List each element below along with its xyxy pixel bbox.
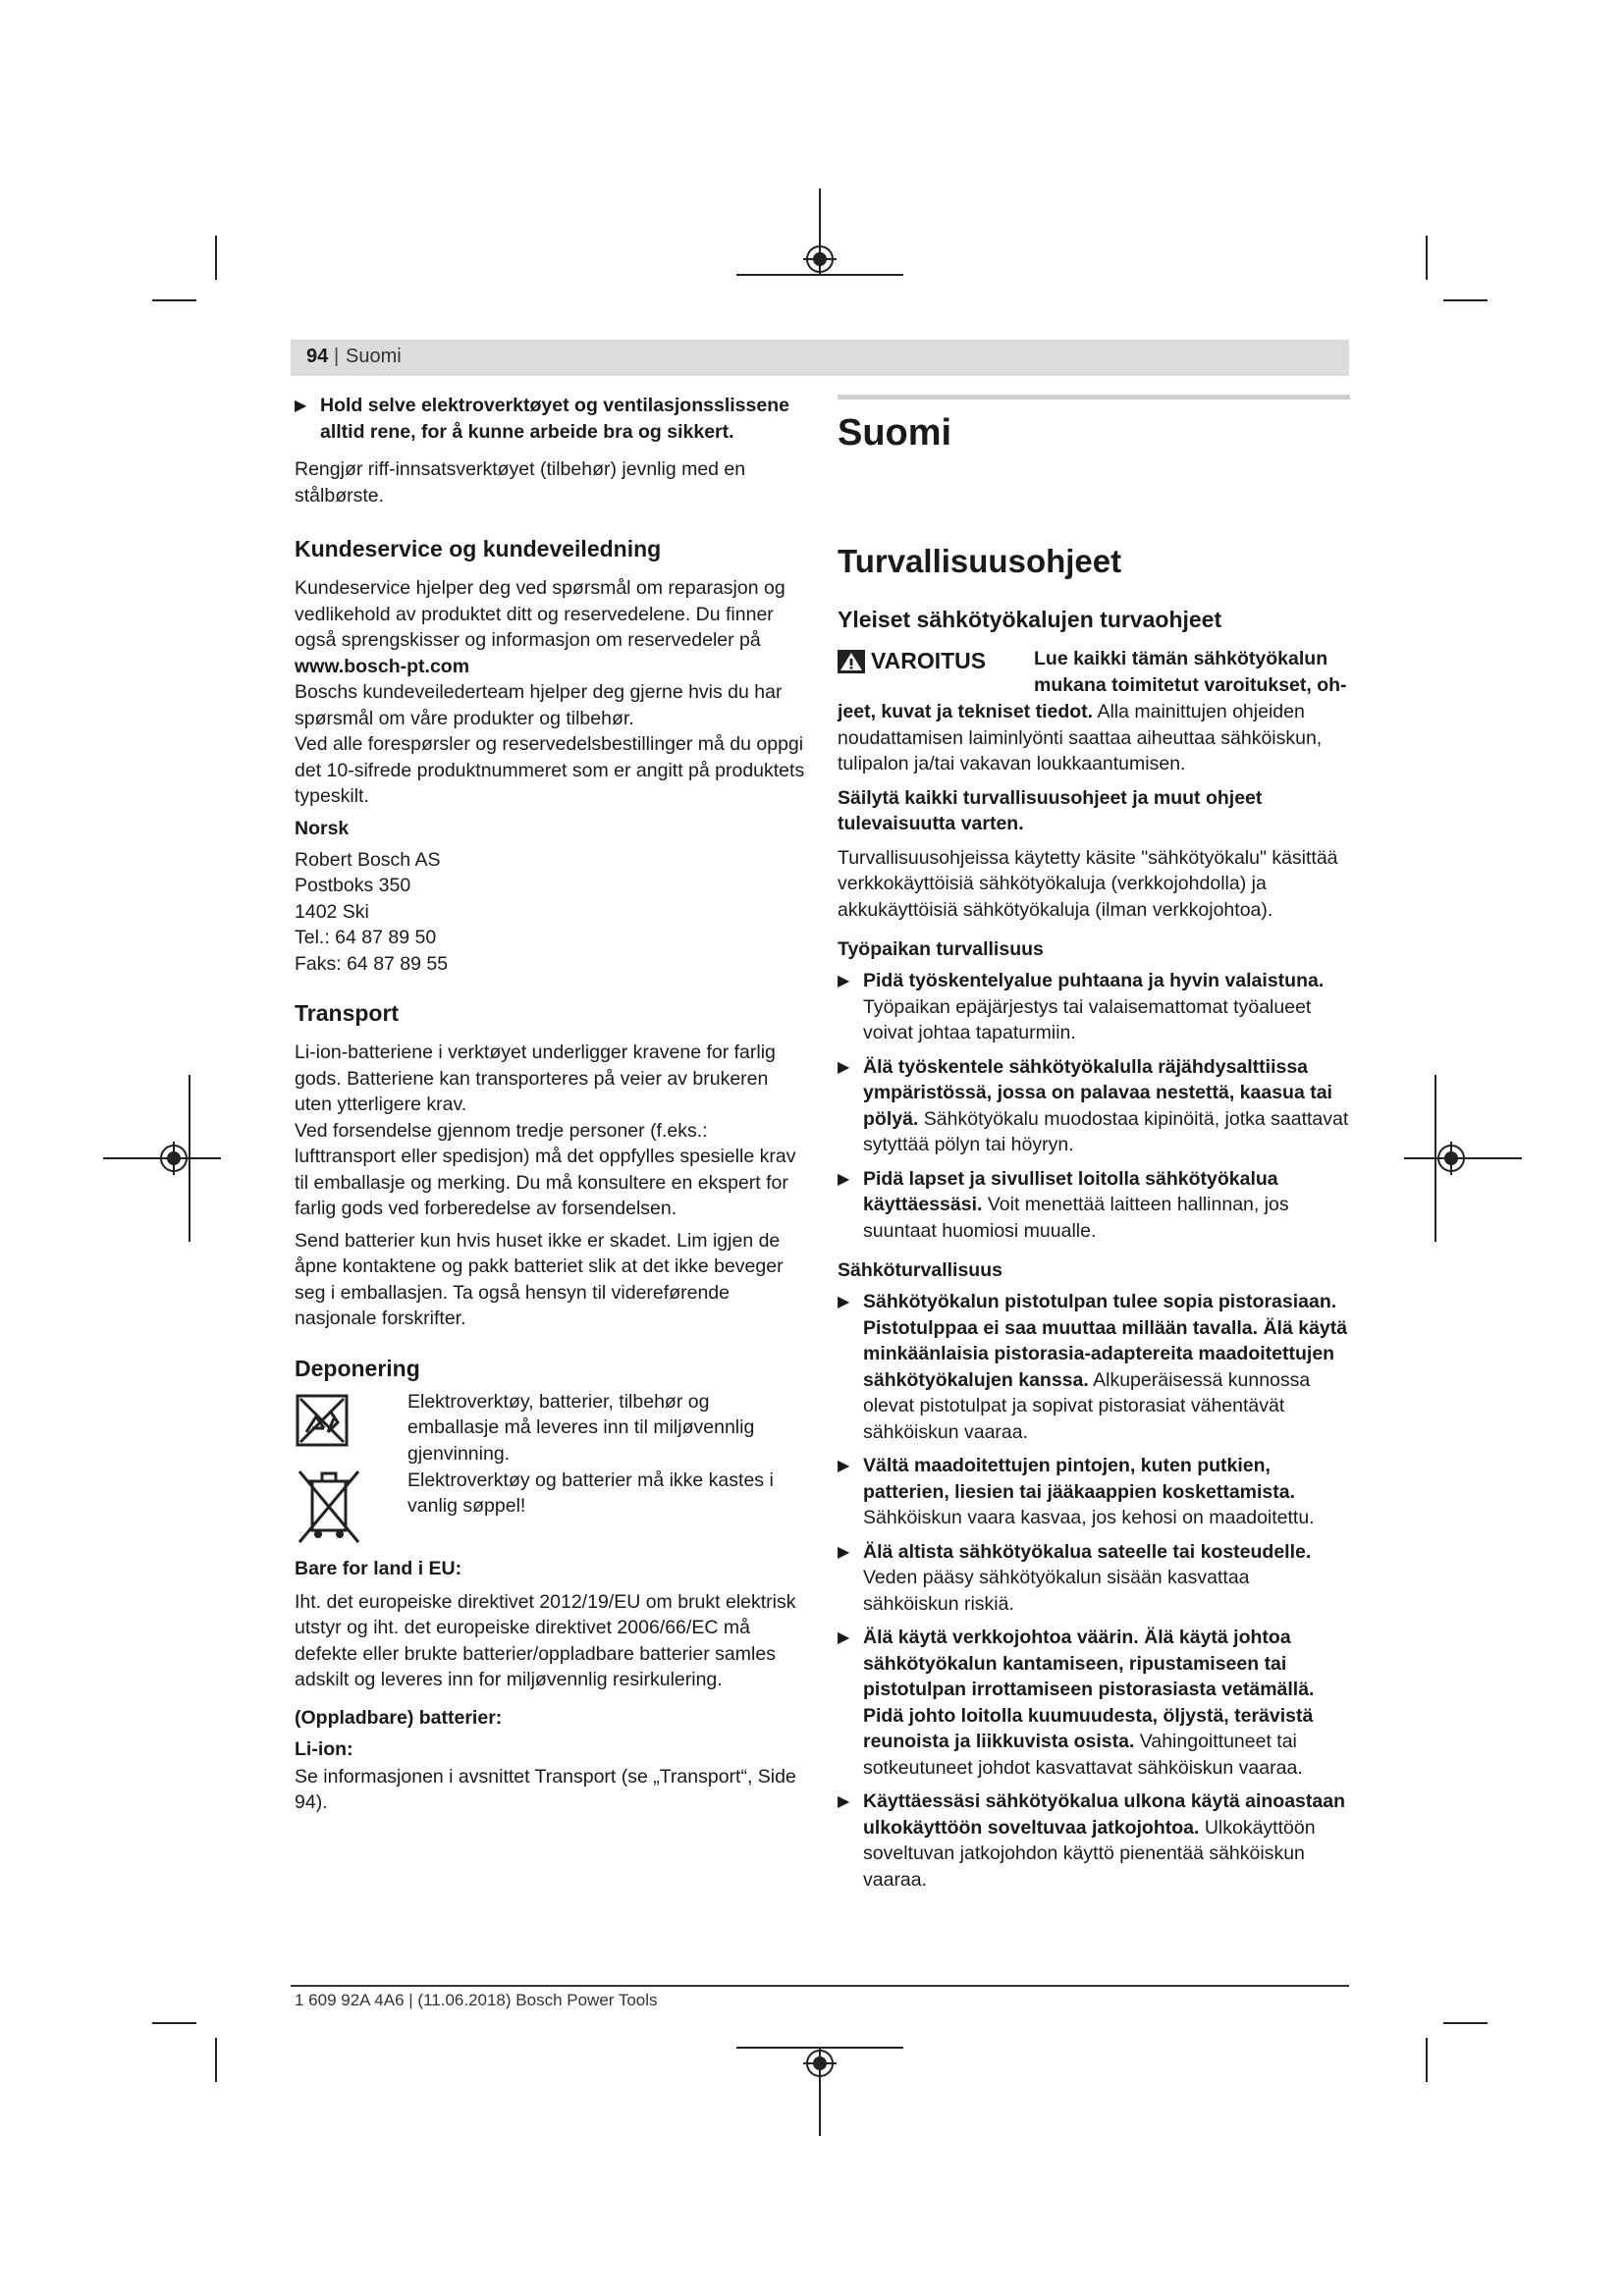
header-language: Suomi — [346, 346, 402, 367]
eu-text: Iht. det europeiske direktivet 2012/19/EU om brukt elektrisk utstyr og iht. det europeiske direktivet 2006/66/EC må defekte eller brukte batterier/oppladbare batterier samles adskilt og leveres inn for miljøvennlig resirkulering. — [295, 1590, 796, 1690]
page-number: 94 — [306, 346, 329, 367]
address-line: Tel.: 64 87 89 50 — [295, 927, 437, 948]
elec-bullet-5: ▶ Käyttäessäsi sähkötyökalua ulkona käytä ainoastaan ulkokäyttöön soveltuvaa jatkojohtoa. Ulkokäyttöön soveltuvan jatkojohdon käyttö pienentää sähköiskun vaaraa. — [838, 1790, 1345, 1891]
work-safety-heading: Työpaikan turvallisuus — [838, 938, 1044, 960]
warning-bold-text-b: jeet, kuvat ja tekniset tiedot. — [838, 701, 1094, 722]
footer-text: 1 609 92A 4A6 | (11.06.2018) Bosch Power Tools — [295, 1991, 658, 2009]
transport-heading: Transport — [295, 1000, 400, 1026]
work-bullet-2: ▶ Älä työskentele sähkötyökalulla räjähdysalttiissa ympäristössä, jossa on palavaa nestettä, kaasua tai pölyä. Sähkötyökalu muodostaa kipinöitä, jotka saattavat sytyttää pölyn tai höyryn. — [838, 1055, 1349, 1155]
warning-row — [838, 646, 1350, 699]
bullet-triangle-icon: ▶ — [838, 1058, 850, 1076]
bullet-triangle-icon: ▶ — [838, 1543, 850, 1561]
elec-bullet-3: ▶ Älä altista sähkötyökalua sateelle tai kosteudelle. Veden pääsy sähkötyökalun sisään kasvattaa sähköiskun riskiä. — [838, 1540, 1312, 1615]
elec-bullet-4: ▶ Älä käytä verkkojohtoa väärin. Älä käytä johtoa sähkötyökalun kantamiseen, ripustamiseen tai pistotulpan irrottamiseen pistorasiasta vetämällä. Pidä johto loitolla kuumuudesta, öljystä, terävistä reunoista ja liikkuvista osista. Vahingoittuneet tai sotkeutuneet johdot kasvattavat sähköiskun vaaraa. — [838, 1627, 1315, 1779]
transport-text-3: Send batterier kun hvis huset ikke er skadet. Lim igjen de åpne kontaktene og pakk batteriet slik at det ikke beveger seg i emballasjen. Ta også hensyn til videreførende nasjonale forskrifter. — [295, 1229, 784, 1329]
norsk-heading: Norsk — [295, 817, 350, 839]
registration-mark-left — [103, 1075, 221, 1242]
recycle-row — [295, 1389, 805, 1468]
liion-heading: Li-ion: — [295, 1737, 353, 1760]
bullet-triangle-icon: ▶ — [295, 398, 307, 414]
registration-mark-right — [1404, 1075, 1522, 1242]
work-bullet-3: ▶ Pidä lapset ja sivulliset loitolla sähkötyökalua käyttäessäsi. Voit menettää laitteen hallinnan, jos suuntaat huomiosi muualle. — [838, 1167, 1289, 1242]
address-line: Postboks 350 — [295, 875, 411, 896]
general-heading: Yleiset sähkötyökalujen turvaohjeet — [838, 607, 1222, 632]
work-bullet-1: ▶ Pidä työskentelyalue puhtaana ja hyvin valaistuna. Työpaikan epäjärjestys tai valaisemattomat työalueet voivat johtaa tapaturmiin. — [838, 970, 1325, 1043]
warning-bold-text-a: Lue kaikki tämän sähkötyökalun mukana toimitetut varoitukset, oh- — [1034, 648, 1347, 696]
elec-bullet-2: ▶ Vältä maadoitettujen pintojen, kuten putkien, patterien, liesien tai jääkaappien koskettamista. Sähköiskun vaara kasvaa, jos kehosi on maadoitettu. — [838, 1455, 1315, 1528]
elec-bullet-1: ▶ Sähkötyökalun pistotulpan tulee sopia pistorasiaan. Pistotulppaa ei saa muuttaa millään tavalla. Älä käytä minkäänlaisia pistorasia-adaptereita maadoitettujen sähkötyökalujen kanssa. Alkuperäisessä kunnossa olevat pistotulpat ja sopivat pistorasiat vähentävät sähköiskun vaaraa. — [838, 1291, 1348, 1443]
bullet-triangle-icon: ▶ — [838, 1294, 850, 1310]
kundeservice-text-2: Boschs kundeveilederteam hjelper deg gjerne hvis du har spørsmål om våre produkter og tilbehør. — [295, 681, 783, 729]
registration-mark-bottom — [736, 2028, 903, 2136]
section-title: Suomi — [838, 412, 952, 454]
safety-heading: Turvallisuusohjeet — [838, 543, 1122, 579]
page-header — [291, 340, 1349, 376]
term-text: Turvallisuusohjeissa käytetty käsite "sähkötyökalu" käsittää verkkokäyttöisiä sähkötyökaluja (verkkojohdolla) ja akkukäyttöisiä sähkötyökaluja (ilman verkkojohtoa). — [838, 846, 1338, 921]
warning-label: VAROITUS — [838, 648, 986, 674]
address-line: Robert Bosch AS — [295, 848, 441, 871]
recycling-icon — [295, 1393, 350, 1448]
depo-text-1: Elektroverktøy, batterier, tilbehør og emballasje må leveres inn til miljøvennlig gjenvinning. — [407, 1390, 755, 1465]
riff-clean-text: Rengjør riff-innsatsverktøyet (tilbehør) jevnlig med en stålbørste. — [295, 458, 746, 507]
batterier-heading: (Oppladbare) batterier: — [295, 1706, 503, 1729]
address-block — [295, 847, 805, 978]
kundeservice-text-3: Ved alle forespørsler og reservedelsbestillinger må du oppgi det 10-sifrede produktnummeret som er angitt på produktets typeskilt. — [295, 733, 805, 807]
liion-text: Se informasjonen i avsnittet Transport (se „Transport“, Side 94). — [295, 1765, 796, 1813]
kundeservice-heading: Kundeservice og kundeveiledning — [295, 536, 662, 561]
eu-heading: Bare for land i EU: — [295, 1557, 462, 1579]
address-line: Faks: 64 87 89 55 — [295, 952, 449, 975]
warning-text — [838, 699, 1350, 777]
registration-mark-top — [736, 188, 903, 306]
header-separator: | — [334, 346, 340, 367]
bullet-ventilation: ▶ Hold selve elektroverktøyet og ventilasjonsslissene alltid rene, for å kunne arbeide bra og sikkert. — [295, 395, 789, 443]
depo-text-2: Elektroverktøy og batterier må ikke kastes i vanlig søppel! — [407, 1468, 774, 1517]
transport-text-1: Li-ion-batteriene i verktøyet underligger kravene for farlig gods. Batteriene kan transporteres på veier av brukeren uten ytterligere krav. — [295, 1041, 776, 1115]
warning-rest-text: Alla mainittujen ohjeiden noudattamisen laiminlyönti saattaa aiheuttaa sähköiskun, tulipalon ja/tai vakavan loukkaantumisen. — [838, 701, 1323, 774]
address-line: 1402 Ski — [295, 900, 369, 923]
website-link[interactable]: www.bosch-pt.com — [295, 655, 470, 677]
bullet-triangle-icon: ▶ — [838, 1793, 850, 1810]
deponering-heading: Deponering — [295, 1355, 420, 1381]
crossed-bin-icon — [295, 1468, 363, 1546]
bullet-triangle-icon: ▶ — [838, 1170, 850, 1188]
electrical-safety-heading: Sähköturvallisuus — [838, 1259, 1002, 1281]
bullet-triangle-icon: ▶ — [838, 973, 850, 989]
warning-triangle-icon — [838, 650, 865, 673]
keep-instructions-text: Säilytä kaikki turvallisuusohjeet ja muut ohjeet tulevaisuutta varten. — [838, 786, 1263, 834]
footer-rule — [291, 1985, 1349, 1987]
bin-row — [295, 1468, 805, 1556]
bullet-triangle-icon: ▶ — [838, 1629, 850, 1646]
bullet-triangle-icon: ▶ — [838, 1458, 850, 1474]
left-column — [295, 393, 805, 1816]
kundeservice-text-1: Kundeservice hjelper deg ved spørsmål om reparasjon og vedlikehold av produktet ditt og reservedelene. Du finner også sprengskisser og informasjon om reservedeler på — [295, 577, 785, 651]
transport-text-2: Ved forsendelse gjennom tredje personer (f.eks.: lufttransport eller spedisjon) må det oppfylles spesielle krav til emballasje og merking. Du må konsultere en ekspert for farlig gods ved forberedelse av forsendelsen. — [295, 1119, 796, 1219]
right-column — [838, 393, 1350, 1893]
